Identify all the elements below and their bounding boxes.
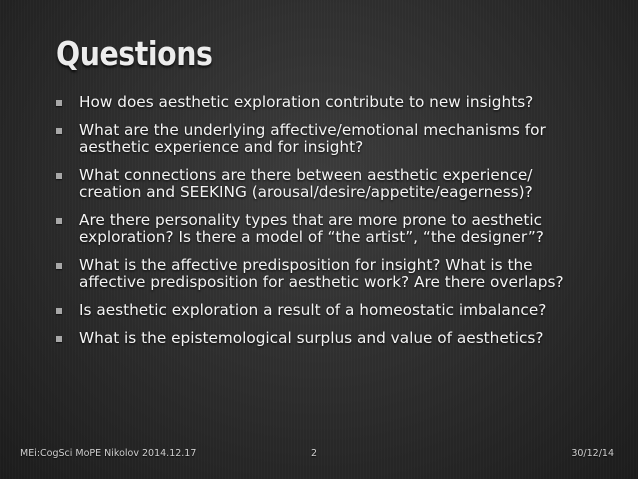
- bullet-text: What connections are there between aesthetic experience/ creation and SEEKING (arousal/desire/appetite/eagerness)?: [79, 166, 533, 201]
- bullet-text: What is the epistemological surplus and value of aesthetics?: [79, 329, 544, 347]
- square-bullet-icon: [56, 173, 62, 179]
- bullet-item: [56, 330, 596, 347]
- bullet-text: What is the affective predisposition for insight? What is the affective predisposition for aesthetic work? Are there overlaps?: [79, 256, 564, 291]
- bullet-text: What are the underlying affective/emotional mechanisms for aesthetic experience and for insight?: [79, 121, 546, 156]
- footer-date: 30/12/14: [571, 448, 614, 459]
- bullet-list: [56, 94, 596, 358]
- page-number: 2: [311, 448, 318, 459]
- bullet-item: [56, 94, 596, 111]
- bullet-text: How does aesthetic exploration contribute to new insights?: [79, 93, 534, 111]
- bullet-item: [56, 257, 596, 291]
- bullet-text: Are there personality types that are more prone to aesthetic exploration? Is there a model of “the artist”, “the designer”?: [79, 211, 544, 246]
- bullet-item: [56, 167, 596, 201]
- bullet-item: [56, 122, 596, 156]
- square-bullet-icon: [56, 308, 62, 314]
- slide-title: Questions: [56, 34, 213, 73]
- square-bullet-icon: [56, 336, 62, 342]
- bullet-text: Is aesthetic exploration a result of a homeostatic imbalance?: [79, 301, 547, 319]
- bullet-item: [56, 302, 596, 319]
- square-bullet-icon: [56, 218, 62, 224]
- square-bullet-icon: [56, 128, 62, 134]
- footer-caption: MEi:CogSci MoPE Nikolov 2014.12.17: [20, 448, 197, 459]
- square-bullet-icon: [56, 100, 62, 106]
- square-bullet-icon: [56, 263, 62, 269]
- bullet-item: [56, 212, 596, 246]
